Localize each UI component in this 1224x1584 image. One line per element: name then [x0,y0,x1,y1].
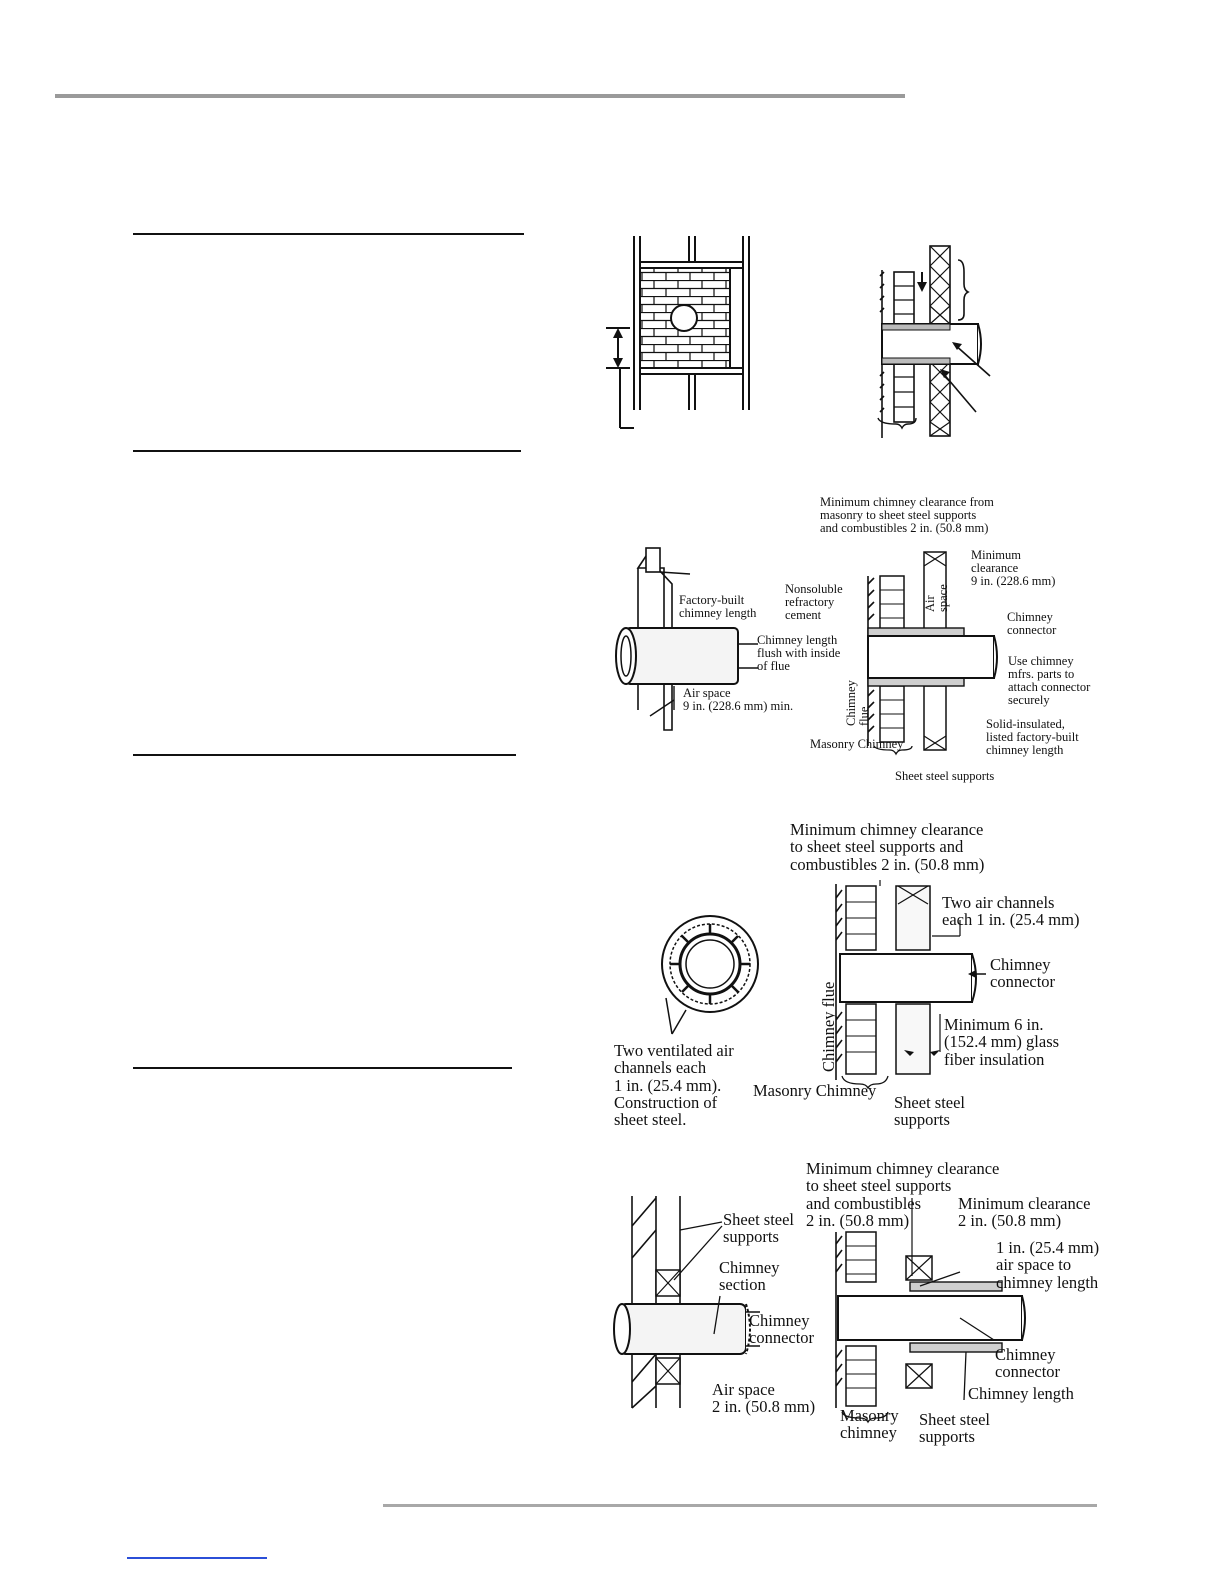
fig-b-sheet-steel: Sheet steel supports [895,769,995,783]
fig-d-note-top: Minimum chimney clearance to sheet steel supports and combustibles 2 in. (50.8 mm) [806,1159,1000,1230]
footer-link-underline[interactable] [127,1557,267,1559]
fig-d-air-to-length: 1 in. (25.4 mm) air space to chimney length [996,1238,1100,1292]
section-rule-3 [133,754,516,756]
fig-b-air-space-min: Air space 9 in. (228.6 mm) min. [683,686,794,714]
fig-b-nonsoluble: Nonsoluble refractory cement [785,582,843,623]
fig-c-ventilated: Two ventilated air channels each 1 in. (25.4 mm). Construction of sheet steel. [614,1041,734,1130]
footer-rule [383,1504,1097,1507]
fig-d-min-clearance: Minimum clearance 2 in. (50.8 mm) [958,1194,1091,1231]
section-rule-1 [133,233,524,235]
fig-b-min-clearance: Minimum clearance 9 in. (228.6 mm) [971,548,1056,589]
fig-d-chimney-connector-left: Chimney connector [749,1311,815,1348]
fig-d-air-space: Air space 2 in. (50.8 mm) [712,1380,816,1417]
fig-d-sheet-steel-right: Sheet steel supports [919,1410,991,1447]
section-rule-2 [133,450,521,452]
fig-c-sheet-steel: Sheet steel supports [894,1093,966,1130]
fig-b-solid-insulated: Solid-insulated, listed factory-built chimney length [986,717,1079,758]
fig-b-masonry-chimney: Masonry Chimney [810,737,904,751]
fig-b-use-parts: Use chimney mfrs. parts to attach connector securely [1008,654,1091,708]
fig-c-note-top: Minimum chimney clearance to sheet steel supports and combustibles 2 in. (50.8 mm) [790,820,985,874]
fig-b-note-top: Minimum chimney clearance from masonry to sheet steel supports and combustibles 2 in. (50.8 mm) [820,495,994,536]
figure-a-wall-opening [600,232,1000,442]
fig-b-chimney-connector: Chimney connector [1007,610,1057,638]
fig-d-chimney-length: Chimney length [968,1384,1074,1403]
fig-d-chimney-section: Chimney section [719,1258,780,1295]
fig-b-factory-built: Factory-built chimney length [679,593,757,621]
fig-b-length-flush: Chimney length flush with inside of flue [757,633,841,674]
fig-c-min-insulation: Minimum 6 in. (152.4 mm) glass fiber insulation [944,1015,1060,1069]
section-rule-4 [133,1067,512,1069]
fig-c-masonry-chimney: Masonry Chimney [753,1081,877,1100]
fig-c-two-channels: Two air channels each 1 in. (25.4 mm) [942,893,1080,930]
fig-c-chimney-connector: Chimney connector [990,955,1056,992]
fig-d-sheet-steel-left: Sheet steel supports [723,1210,795,1247]
fig-d-chimney-connector-right: Chimney connector [995,1345,1061,1382]
header-rule [55,94,905,98]
fig-b-air-space-vertical: Air space [923,584,951,612]
fig-b-chimney-flue: Chimney flue [844,680,872,726]
fig-d-masonry-chimney: Masonry chimney [840,1406,899,1443]
fig-c-chimney-flue: Chimney flue [819,981,838,1072]
